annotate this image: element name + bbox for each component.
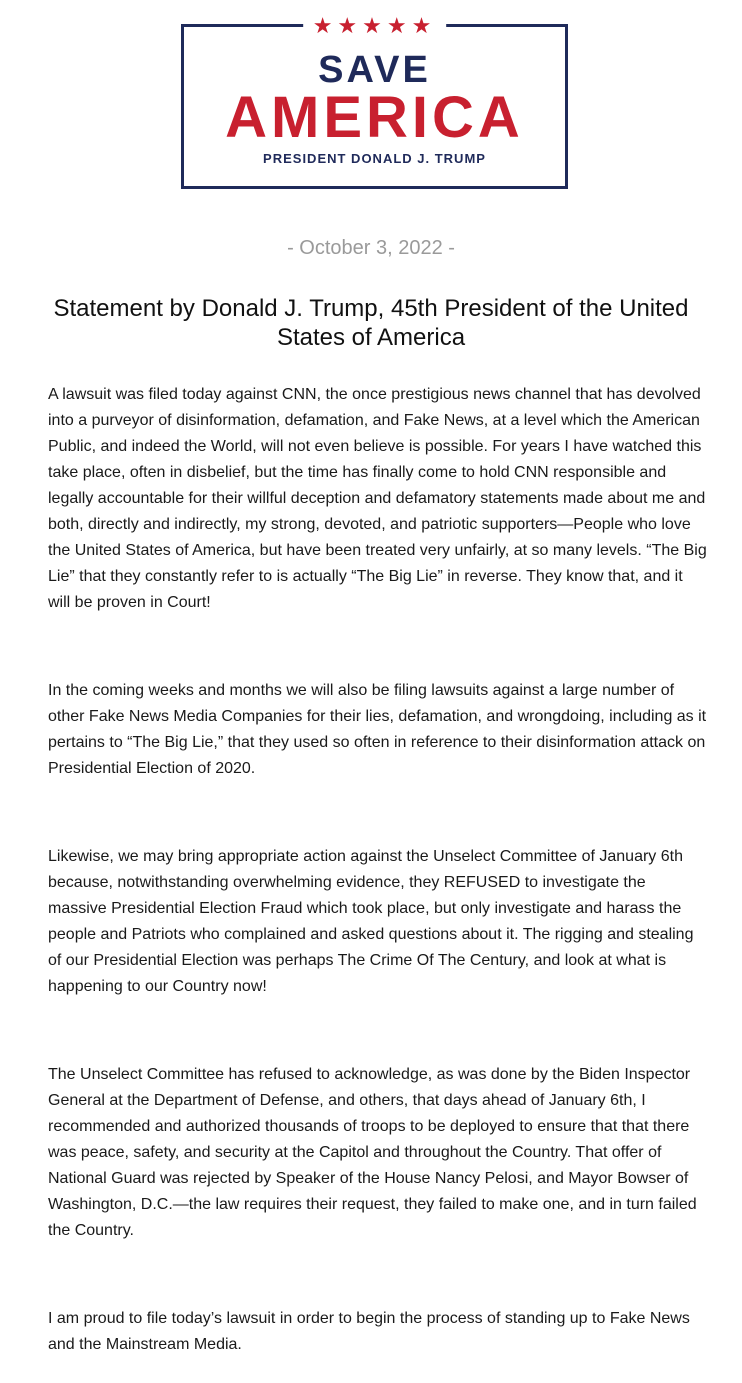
paragraph-1: A lawsuit was filed today against CNN, the once prestigious news channel that has devolved into a purveyor of disinformation, defamation, and Fake News, at a level which the American Public, and indeed the World, will not even believe is possible. For years I have watched this take place, often in disbelief, but the time has finally come to hold CNN responsible and legally accountable for their willful deception and defamatory statements made about me and both, directly and indirectly, my strong, devoted, and patriotic supporters—People who love the United States of America, but have been treated very unfairly, at so many levels. “The Big Lie” that they constantly refer to is actually “The Big Lie” in reverse. They know that, and it will be proven in Court! — [48, 386, 707, 611]
stars-icon: ★★★★★ — [303, 15, 447, 37]
paragraph-3: Likewise, we may bring appropriate action against the Unselect Committee of January 6th because, notwithstanding overwhelming evidence, they REFUSED to investigate the massive Presidential Election Fraud which took place, but only investigate and harass the people and Patriots who complained and asked questions about it. The rigging and stealing of our Presidential Election was perhaps The Crime Of The Century, and look at what is happening to our Country now! — [48, 848, 694, 995]
statement-date: - October 3, 2022 - — [287, 237, 455, 259]
paragraph-5: I am proud to file today’s lawsuit in order to begin the process of standing up to Fake News and the Mainstream Media. — [48, 1310, 690, 1353]
logo-save-text: SAVE — [318, 49, 431, 91]
paragraph-4: The Unselect Committee has refused to acknowledge, as was done by the Biden Inspector General at the Department of Defense, and others, that days ahead of January 6th, I recommended and authorized thousands of troops to be deployed to ensure that that there was peace, safety, and security at the Capitol and throughout the Country. That offer of National Guard was rejected by Speaker of the House Nancy Pelosi, and Mayor Bowser of Washington, D.C.—the law requires their request, they failed to make one, and in turn failed the Country. — [48, 1066, 697, 1239]
statement-title: Statement by Donald J. Trump, 45th President of the United States of America — [53, 295, 689, 351]
logo-subtitle: PRESIDENT DONALD J. TRUMP — [263, 151, 486, 166]
logo-america-text: AMERICA — [225, 85, 524, 150]
paragraph-2: In the coming weeks and months we will also be filing lawsuits against a large number of other Fake News Media Companies for their lies, defamation, and wrongdoing, including as it pertains to “The Big Lie,” that they used so often in reference to their disinformation attack on Presidential Election of 2020. — [48, 682, 707, 777]
save-america-logo — [181, 13, 568, 189]
